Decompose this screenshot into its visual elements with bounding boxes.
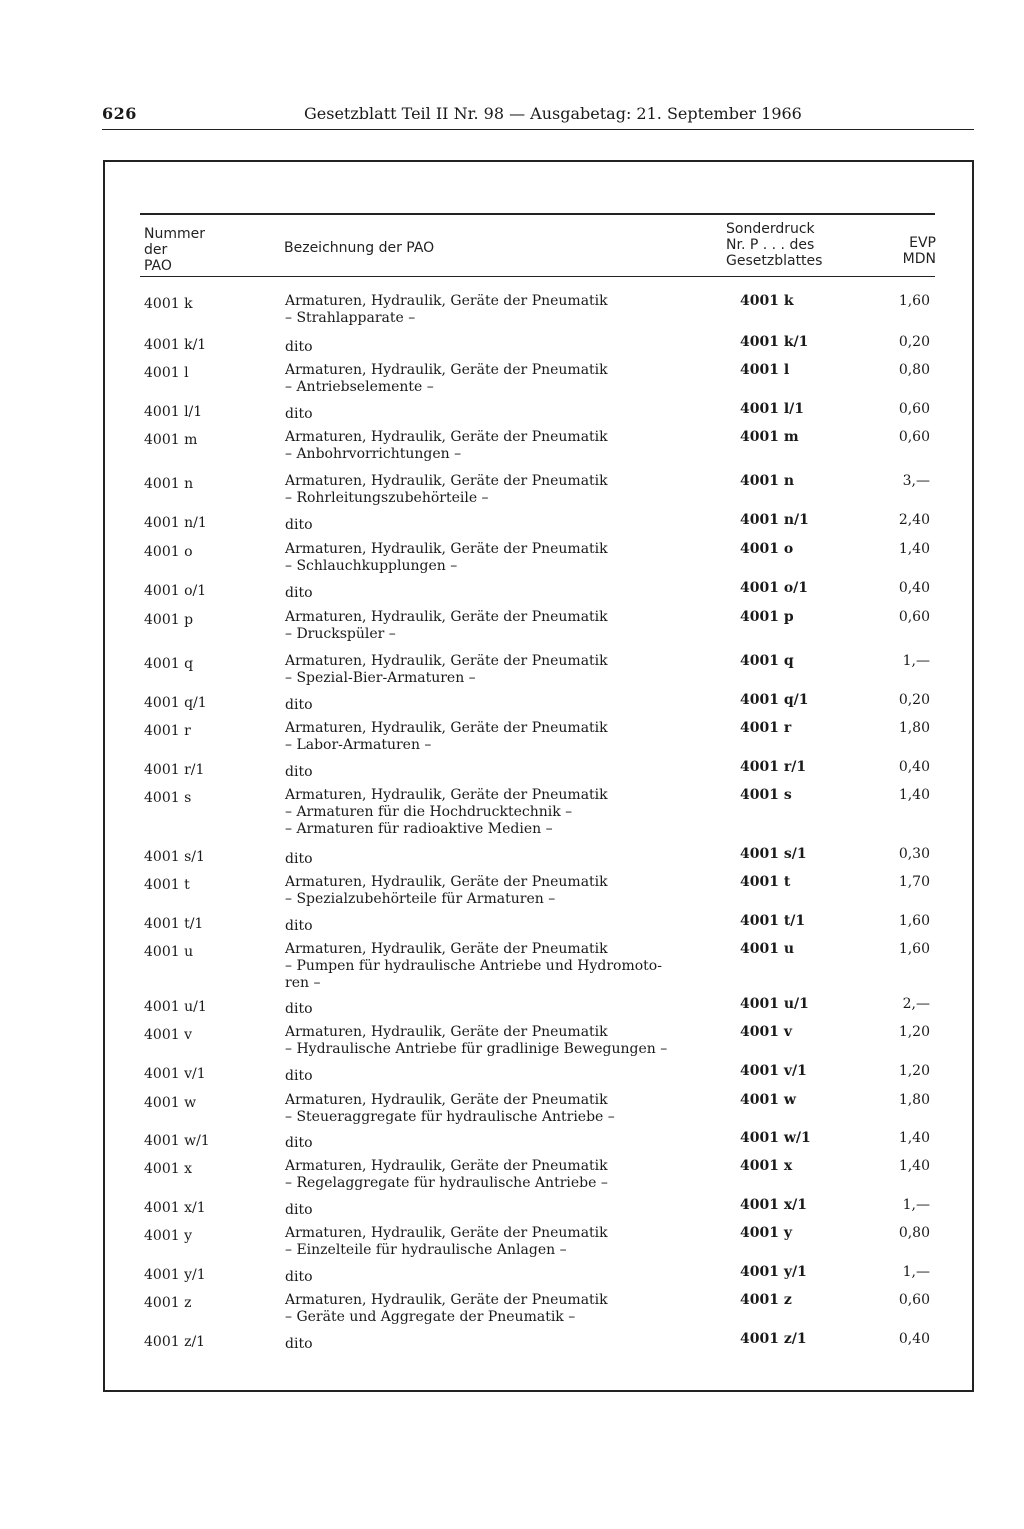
pao-designation bbox=[285, 406, 715, 423]
price: 0,20 bbox=[898, 692, 930, 708]
special-print-number: 4001 o bbox=[740, 541, 794, 557]
pao-number: 4001 r bbox=[144, 723, 191, 739]
pao-number: 4001 r/1 bbox=[144, 762, 205, 778]
special-print-number: 4001 w/1 bbox=[740, 1130, 811, 1146]
pao-number: 4001 x bbox=[144, 1161, 192, 1177]
running-head: Gesetzblatt Teil II Nr. 98 — Ausgabetag: 21. September 1966 bbox=[304, 104, 802, 123]
pao-designation bbox=[285, 1092, 715, 1126]
designation-line: – Antriebselemente – bbox=[285, 379, 434, 395]
price: 1,— bbox=[902, 1264, 930, 1280]
pao-designation bbox=[285, 1202, 715, 1219]
price: 0,60 bbox=[898, 401, 930, 417]
pao-designation bbox=[285, 1225, 715, 1259]
price: 1,40 bbox=[898, 1130, 930, 1146]
designation-line: – Spezial-Bier-Armaturen – bbox=[285, 670, 476, 686]
designation-line: – Anbohrvorrichtungen – bbox=[285, 446, 462, 462]
designation-line: Armaturen, Hydraulik, Geräte der Pneumatik bbox=[285, 429, 608, 445]
designation-line: Armaturen, Hydraulik, Geräte der Pneumatik bbox=[285, 874, 608, 890]
column-header-price-line: EVP bbox=[909, 235, 936, 251]
designation-line: Armaturen, Hydraulik, Geräte der Pneumatik bbox=[285, 720, 608, 736]
pao-number: 4001 p bbox=[144, 612, 194, 628]
special-print-number: 4001 y/1 bbox=[740, 1264, 807, 1280]
special-print-number: 4001 s bbox=[740, 787, 792, 803]
pao-number: 4001 n/1 bbox=[144, 515, 207, 531]
pao-number: 4001 y bbox=[144, 1228, 192, 1244]
price: 1,20 bbox=[898, 1024, 930, 1040]
special-print-number: 4001 x/1 bbox=[740, 1197, 808, 1213]
pao-number: 4001 z/1 bbox=[144, 1334, 206, 1350]
pao-designation bbox=[285, 473, 715, 507]
designation-line: – Regelaggregate für hydraulische Antriebe – bbox=[285, 1175, 608, 1191]
price: 1,70 bbox=[898, 874, 930, 890]
pao-designation bbox=[285, 851, 715, 868]
pao-designation bbox=[285, 1024, 715, 1058]
special-print-number: 4001 q/1 bbox=[740, 692, 809, 708]
pao-number: 4001 k bbox=[144, 296, 193, 312]
pao-designation bbox=[285, 787, 715, 838]
designation-line: – Geräte und Aggregate der Pneumatik – bbox=[285, 1309, 576, 1325]
designation-line: – Strahlapparate – bbox=[285, 310, 416, 326]
designation-line: – Druckspüler – bbox=[285, 626, 396, 642]
designation-line: dito bbox=[285, 406, 313, 422]
special-print-number: 4001 v bbox=[740, 1024, 792, 1040]
pao-number: 4001 w bbox=[144, 1095, 197, 1111]
header-rule bbox=[102, 129, 974, 130]
special-print-number: 4001 z bbox=[740, 1292, 792, 1308]
special-print-number: 4001 y bbox=[740, 1225, 792, 1241]
pao-number: 4001 t bbox=[144, 877, 190, 893]
price: 0,80 bbox=[898, 1225, 930, 1241]
designation-line: dito bbox=[285, 517, 313, 533]
pao-number: 4001 s/1 bbox=[144, 849, 205, 865]
column-header-number bbox=[144, 226, 254, 274]
price: 1,80 bbox=[898, 1092, 930, 1108]
designation-line: – Schlauchkupplungen – bbox=[285, 558, 458, 574]
pao-designation bbox=[285, 1135, 715, 1152]
price: 2,40 bbox=[898, 512, 930, 528]
designation-line: dito bbox=[285, 1135, 313, 1151]
special-print-number: 4001 o/1 bbox=[740, 580, 809, 596]
special-print-number: 4001 u bbox=[740, 941, 795, 957]
designation-line: dito bbox=[285, 1068, 313, 1084]
pao-designation bbox=[285, 1336, 715, 1353]
column-header-special-print-line: Nr. P . . . des bbox=[726, 237, 815, 253]
price: 0,60 bbox=[898, 609, 930, 625]
designation-line: Armaturen, Hydraulik, Geräte der Pneumatik bbox=[285, 1292, 608, 1308]
pao-designation bbox=[285, 1001, 715, 1018]
designation-line: Armaturen, Hydraulik, Geräte der Pneumatik bbox=[285, 293, 608, 309]
pao-number: 4001 w/1 bbox=[144, 1133, 210, 1149]
designation-line: Armaturen, Hydraulik, Geräte der Pneumatik bbox=[285, 653, 608, 669]
designation-line: Armaturen, Hydraulik, Geräte der Pneumatik bbox=[285, 473, 608, 489]
designation-line: – Pumpen für hydraulische Antriebe und Hydromoto- bbox=[285, 958, 662, 974]
pao-number: 4001 n bbox=[144, 476, 194, 492]
pao-number: 4001 q/1 bbox=[144, 695, 207, 711]
designation-line: dito bbox=[285, 585, 313, 601]
designation-line: Armaturen, Hydraulik, Geräte der Pneumatik bbox=[285, 541, 608, 557]
pao-designation bbox=[285, 293, 715, 327]
pao-number: 4001 l/1 bbox=[144, 404, 203, 420]
designation-line: Armaturen, Hydraulik, Geräte der Pneumatik bbox=[285, 1024, 608, 1040]
designation-line: ren – bbox=[285, 975, 321, 991]
designation-line: Armaturen, Hydraulik, Geräte der Pneumatik bbox=[285, 787, 608, 803]
pao-designation bbox=[285, 918, 715, 935]
page-number: 626 bbox=[102, 104, 137, 123]
special-print-number: 4001 z/1 bbox=[740, 1331, 807, 1347]
designation-line: dito bbox=[285, 1269, 313, 1285]
table-header-rule bbox=[140, 276, 935, 277]
designation-line: – Armaturen für die Hochdrucktechnik – bbox=[285, 804, 573, 820]
special-print-number: 4001 v/1 bbox=[740, 1063, 807, 1079]
special-print-number: 4001 r bbox=[740, 720, 792, 736]
price: 1,40 bbox=[898, 1158, 930, 1174]
designation-line: Armaturen, Hydraulik, Geräte der Pneumatik bbox=[285, 362, 608, 378]
pao-number: 4001 k/1 bbox=[144, 337, 207, 353]
designation-line: – Rohrleitungszubehörteile – bbox=[285, 490, 489, 506]
pao-number: 4001 q bbox=[144, 656, 194, 672]
pao-designation bbox=[285, 941, 715, 992]
column-header-special-print-line: Sonderdruck bbox=[726, 221, 815, 237]
pao-number: 4001 z bbox=[144, 1295, 192, 1311]
column-header-price bbox=[860, 235, 936, 267]
special-print-number: 4001 l bbox=[740, 362, 790, 378]
pao-designation bbox=[285, 1068, 715, 1085]
column-header-number-line: Nummer bbox=[144, 226, 205, 242]
special-print-number: 4001 n/1 bbox=[740, 512, 809, 528]
price: 1,60 bbox=[898, 913, 930, 929]
designation-line: – Hydraulische Antriebe für gradlinige Bewegungen – bbox=[285, 1041, 668, 1057]
pao-designation bbox=[285, 874, 715, 908]
designation-line: dito bbox=[285, 764, 313, 780]
pao-number: 4001 x/1 bbox=[144, 1200, 206, 1216]
price: 0,80 bbox=[898, 362, 930, 378]
pao-designation bbox=[285, 517, 715, 534]
special-print-number: 4001 n bbox=[740, 473, 795, 489]
column-header-price-line: MDN bbox=[902, 251, 936, 267]
designation-line: – Einzelteile für hydraulische Anlagen – bbox=[285, 1242, 567, 1258]
pao-number: 4001 o bbox=[144, 544, 193, 560]
pao-number: 4001 m bbox=[144, 432, 198, 448]
price: 1,20 bbox=[898, 1063, 930, 1079]
pao-designation bbox=[285, 541, 715, 575]
pao-number: 4001 y/1 bbox=[144, 1267, 206, 1283]
pao-designation bbox=[285, 609, 715, 643]
special-print-number: 4001 t bbox=[740, 874, 791, 890]
designation-line: dito bbox=[285, 851, 313, 867]
special-print-number: 4001 p bbox=[740, 609, 794, 625]
special-print-number: 4001 w bbox=[740, 1092, 796, 1108]
designation-line: dito bbox=[285, 918, 313, 934]
pao-number: 4001 v bbox=[144, 1027, 192, 1043]
designation-line: dito bbox=[285, 1001, 313, 1017]
price: 0,40 bbox=[898, 1331, 930, 1347]
special-print-number: 4001 u/1 bbox=[740, 996, 809, 1012]
column-header-special-print bbox=[726, 221, 866, 269]
special-print-number: 4001 t/1 bbox=[740, 913, 806, 929]
price: 1,40 bbox=[898, 787, 930, 803]
page-header bbox=[102, 104, 974, 128]
designation-line: – Steueraggregate für hydraulische Antriebe – bbox=[285, 1109, 615, 1125]
designation-line: dito bbox=[285, 1336, 313, 1352]
pao-designation bbox=[285, 1292, 715, 1326]
pao-designation bbox=[285, 1158, 715, 1192]
pao-number: 4001 t/1 bbox=[144, 916, 204, 932]
special-print-number: 4001 r/1 bbox=[740, 759, 807, 775]
designation-line: – Armaturen für radioaktive Medien – bbox=[285, 821, 553, 837]
designation-line: – Spezialzubehörteile für Armaturen – bbox=[285, 891, 556, 907]
designation-line: Armaturen, Hydraulik, Geräte der Pneumatik bbox=[285, 609, 608, 625]
price: 3,— bbox=[902, 473, 930, 489]
price: 1,40 bbox=[898, 541, 930, 557]
price: 1,60 bbox=[898, 941, 930, 957]
column-header-designation: Bezeichnung der PAO bbox=[284, 240, 435, 256]
column-header-special-print-line: Gesetzblattes bbox=[726, 253, 823, 269]
price: 1,— bbox=[902, 1197, 930, 1213]
pao-number: 4001 u bbox=[144, 944, 194, 960]
designation-line: dito bbox=[285, 339, 313, 355]
price: 0,40 bbox=[898, 759, 930, 775]
pao-designation bbox=[285, 339, 715, 356]
price: 1,80 bbox=[898, 720, 930, 736]
designation-line: Armaturen, Hydraulik, Geräte der Pneumatik bbox=[285, 1158, 608, 1174]
pao-number: 4001 s bbox=[144, 790, 192, 806]
pao-designation bbox=[285, 697, 715, 714]
designation-line: dito bbox=[285, 1202, 313, 1218]
pao-number: 4001 u/1 bbox=[144, 999, 207, 1015]
pao-designation bbox=[285, 1269, 715, 1286]
price: 0,40 bbox=[898, 580, 930, 596]
special-print-number: 4001 k/1 bbox=[740, 334, 809, 350]
pao-designation bbox=[285, 764, 715, 781]
pao-designation bbox=[285, 720, 715, 754]
pao-number: 4001 v/1 bbox=[144, 1066, 206, 1082]
price: 0,30 bbox=[898, 846, 930, 862]
pao-designation bbox=[285, 653, 715, 687]
price: 2,— bbox=[902, 996, 930, 1012]
price: 0,60 bbox=[898, 1292, 930, 1308]
designation-line: dito bbox=[285, 697, 313, 713]
price: 1,— bbox=[902, 653, 930, 669]
price: 0,60 bbox=[898, 429, 930, 445]
designation-line: – Labor-Armaturen – bbox=[285, 737, 432, 753]
special-print-number: 4001 x bbox=[740, 1158, 793, 1174]
special-print-number: 4001 s/1 bbox=[740, 846, 807, 862]
pao-designation bbox=[285, 362, 715, 396]
pao-number: 4001 l bbox=[144, 365, 189, 381]
special-print-number: 4001 k bbox=[740, 293, 794, 309]
column-header-number-line: PAO bbox=[144, 258, 172, 274]
designation-line: Armaturen, Hydraulik, Geräte der Pneumatik bbox=[285, 1225, 608, 1241]
pao-designation bbox=[285, 585, 715, 602]
price: 1,60 bbox=[898, 293, 930, 309]
special-print-number: 4001 m bbox=[740, 429, 799, 445]
table-top-rule bbox=[140, 213, 935, 215]
column-header-number-line: der bbox=[144, 242, 168, 258]
special-print-number: 4001 q bbox=[740, 653, 794, 669]
designation-line: Armaturen, Hydraulik, Geräte der Pneumatik bbox=[285, 941, 608, 957]
designation-line: Armaturen, Hydraulik, Geräte der Pneumatik bbox=[285, 1092, 608, 1108]
pao-designation bbox=[285, 429, 715, 463]
pao-number: 4001 o/1 bbox=[144, 583, 207, 599]
special-print-number: 4001 l/1 bbox=[740, 401, 805, 417]
price: 0,20 bbox=[898, 334, 930, 350]
